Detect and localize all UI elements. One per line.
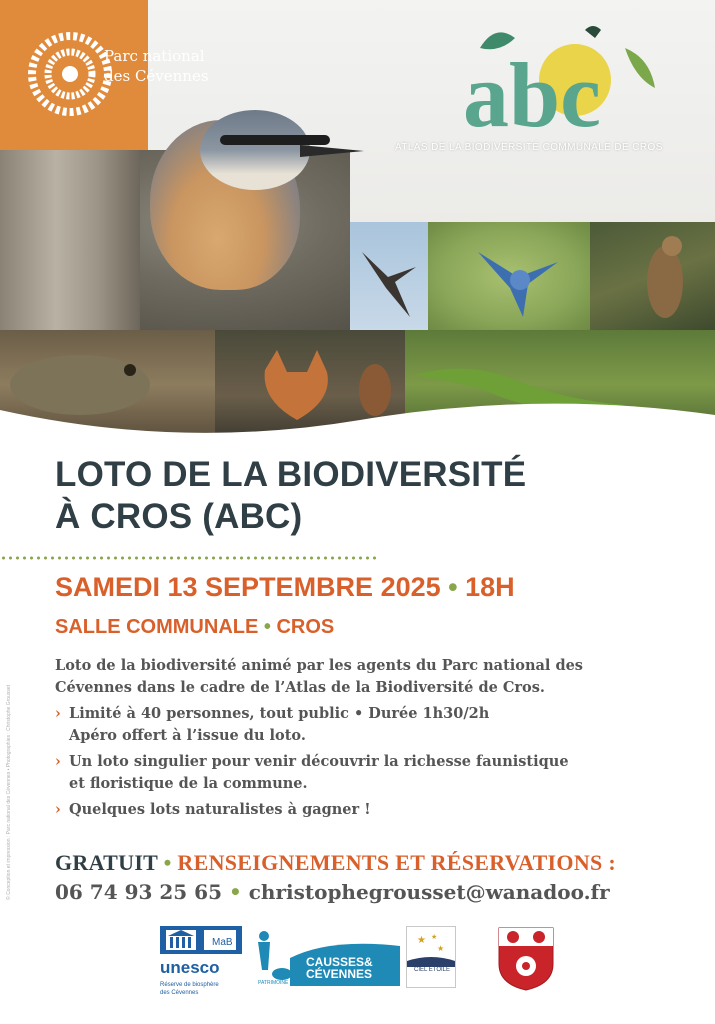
nuthatch-eye-stripe [220, 135, 330, 145]
patrimoine-label: PATRIMOINE MONDIAL [258, 980, 313, 986]
bullet-line: Quelques lots naturalistes à gagner ! [69, 801, 371, 818]
unesco-logo [160, 926, 242, 1018]
bullet-line: Apéro offert à l’issue du loto. [69, 727, 306, 744]
shield-icon [495, 926, 557, 992]
swallow-photo [350, 222, 428, 330]
cros-coat-of-arms [495, 926, 557, 992]
event-place [55, 616, 334, 639]
bullet-item [55, 703, 675, 747]
stars-icon [407, 927, 455, 967]
free-label: GRATUIT [55, 850, 158, 875]
date-separator: • [448, 572, 458, 602]
booking-label: RENSEIGNEMENTS ET RÉSERVATIONS : [177, 850, 616, 875]
tree-trunk-photo [0, 150, 140, 330]
svg-text:★: ★ [431, 933, 438, 941]
title-line1: LOTO DE LA BIODIVERSITÉ [55, 455, 527, 494]
place-separator: • [263, 616, 271, 638]
bullet-line: et floristique de la commune. [69, 775, 308, 792]
parc-national-name [104, 46, 209, 86]
contact-separator: • [228, 880, 242, 904]
intro-line2: Cévennes dans le cadre de l’Atlas de la Biodiversité de Cros. [55, 679, 545, 696]
unesco-sub-line1: Réserve de biosphère [160, 982, 219, 988]
unesco-subtitle [160, 981, 242, 997]
contact-info [55, 880, 610, 904]
buzzard-icon [590, 222, 715, 330]
chevron-right-icon: › [55, 705, 61, 722]
unesco-name: unesco [160, 958, 220, 977]
event-time: 18H [465, 572, 515, 602]
event-title [55, 454, 526, 538]
town: CROS [276, 616, 335, 638]
ciel-etoile-logo [406, 926, 456, 988]
unesco-sub-line2: des Cévennes [160, 990, 199, 996]
bullet-item [55, 751, 675, 795]
svg-text:★: ★ [417, 935, 426, 946]
bullet-line: Limité à 40 personnes, tout public • Durée 1h30/2h [69, 705, 490, 722]
pricing-and-booking [55, 850, 616, 876]
abc-letters: abc [463, 44, 601, 138]
causses-name [306, 956, 373, 980]
nuthatch-head [200, 110, 310, 190]
ciel-etoile-label: CIEL ÉTOILÉ [413, 967, 450, 973]
temple-icon [160, 926, 242, 954]
bullet-item [55, 799, 675, 821]
buzzard-photo [590, 222, 715, 330]
abc-tagline: ATLAS DE LA BIODIVERSITÉ COMMUNALE DE CROS [395, 142, 663, 153]
park-name-line2: des Cévennes [104, 67, 209, 85]
event-date-time [55, 572, 515, 603]
swallow-icon [350, 222, 428, 330]
dotted-divider [0, 556, 380, 560]
email-link[interactable]: christophegrousset@wanadoo.fr [248, 880, 610, 904]
svg-text:★: ★ [437, 944, 445, 953]
bullet-line: Un loto singulier pour venir découvrir la richesse faunistique [69, 753, 569, 770]
causses-cevennes-logo [250, 928, 400, 990]
mab-label: MaB [212, 937, 233, 948]
causses-line1: CAUSSES& [306, 955, 373, 969]
roller-bird-photo [428, 222, 590, 330]
abc-atlas-logo [455, 18, 665, 138]
wave-divider [0, 380, 715, 440]
intro-line1: Loto de la biodiversité animé par les agents du Parc national des [55, 657, 583, 674]
causses-line2: CÉVENNES [306, 967, 373, 981]
venue: SALLE COMMUNALE [55, 616, 259, 638]
photo-credit: © Conception et impression : Parc national des Cévennes • Photographies : Christophe Grousset [6, 685, 12, 900]
footer-separator: • [163, 850, 172, 875]
phone-number[interactable]: 06 74 93 25 65 [55, 880, 223, 904]
event-description [55, 655, 675, 821]
nuthatch-beak [300, 145, 364, 157]
event-date: SAMEDI 13 SEPTEMBRE 2025 [55, 572, 441, 602]
park-name-line1: Parc national [104, 47, 205, 65]
unesco-banner [160, 926, 242, 954]
roller-bird-icon [428, 222, 590, 330]
title-line2: À CROS (ABC) [55, 497, 303, 536]
hero-photo-collage [0, 0, 715, 440]
chevron-right-icon: › [55, 801, 61, 818]
chevron-right-icon: › [55, 753, 61, 770]
